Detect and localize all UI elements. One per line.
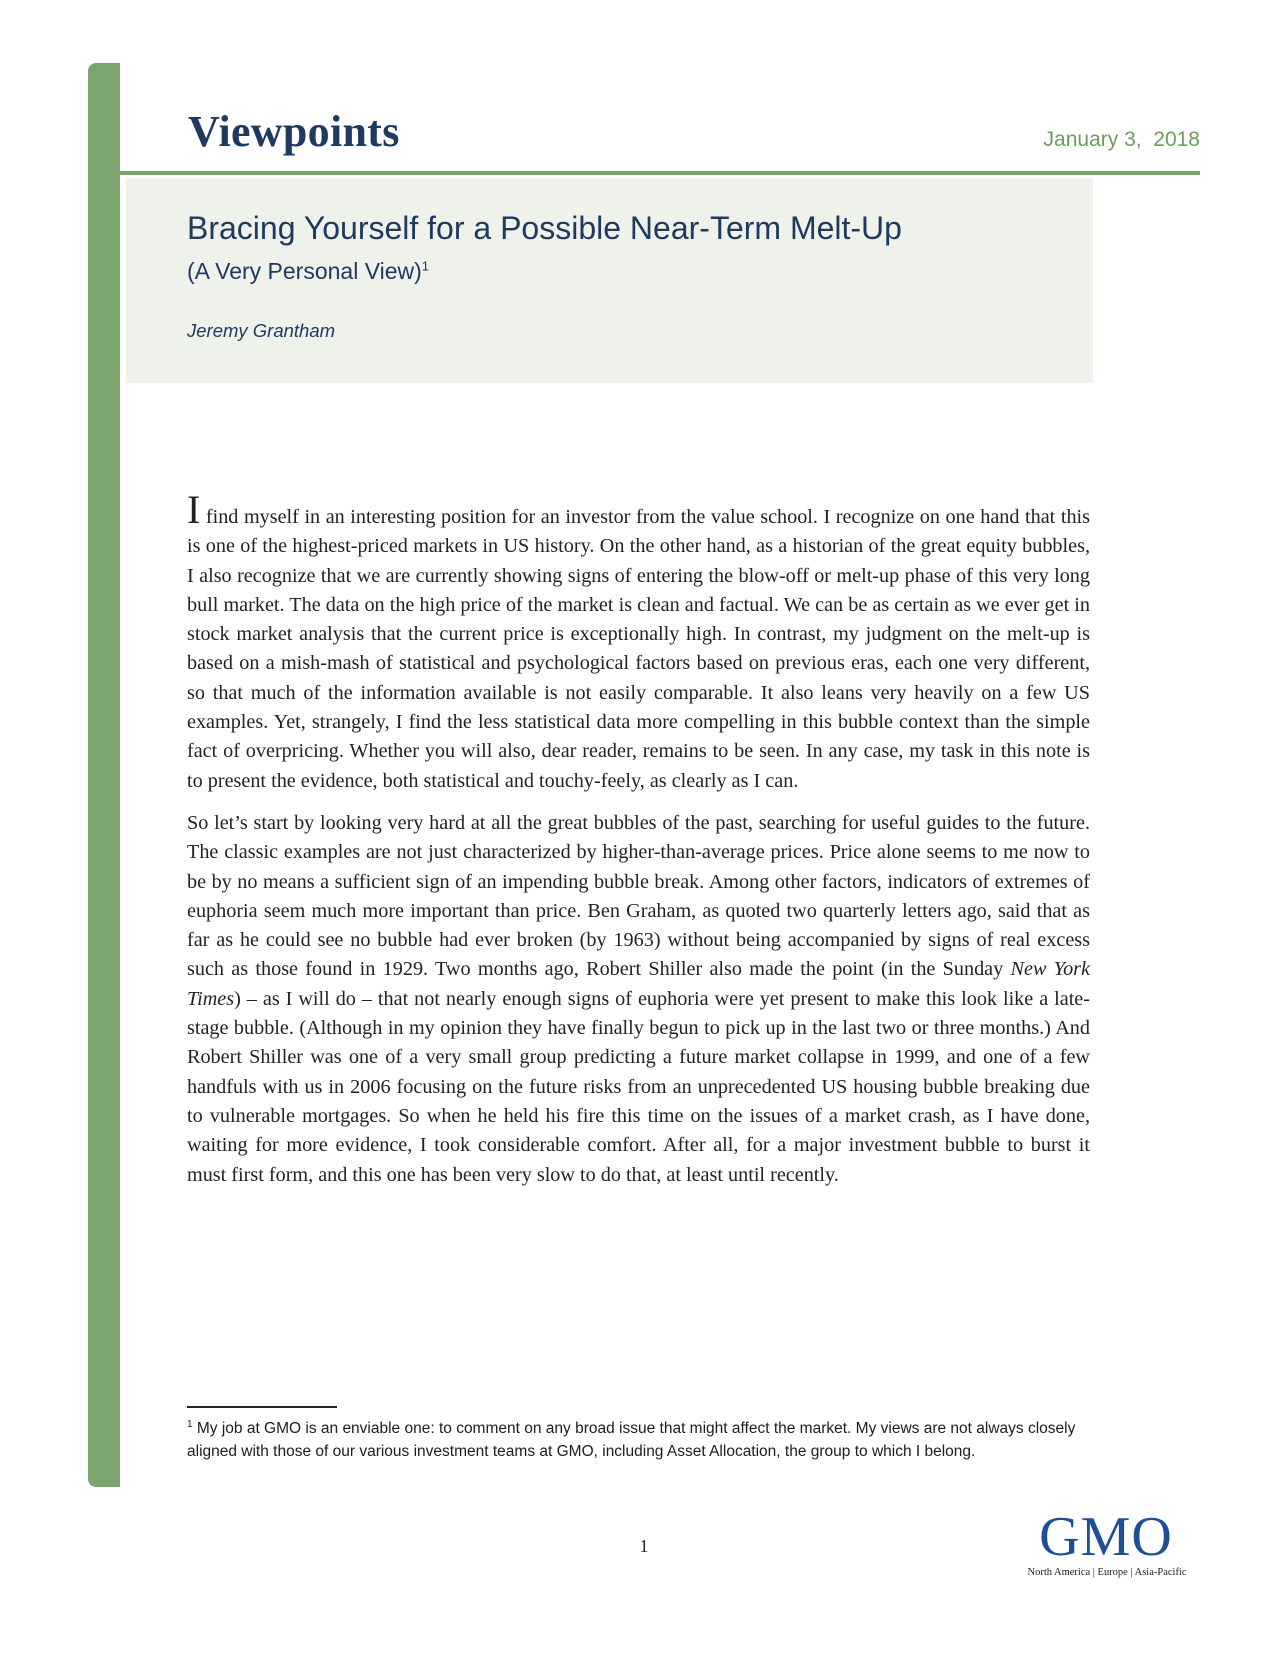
article-body: [187, 487, 1090, 1203]
footnote: [187, 1413, 1092, 1463]
publication-date: January 3, 2018: [1043, 128, 1200, 151]
paragraph: [187, 487, 1090, 796]
footnote-ref[interactable]: 1: [421, 258, 430, 274]
header-divider: [120, 171, 1200, 175]
header-title: Viewpoints: [188, 107, 400, 156]
footnote-text: My job at GMO is an enviable one: to comment on any broad issue that might affect the market. My views are not always closely aligned with those of our various investment teams at GMO, including Asset Allocation, the group to which I belong.: [187, 1420, 1076, 1461]
publication-name: New York Times: [187, 958, 1090, 1010]
footnote-marker: 1: [187, 1419, 193, 1430]
sidebar-accent-bar: [88, 63, 120, 1487]
subtitle-text: (A Very Personal View): [187, 258, 422, 284]
document-subtitle: [187, 258, 429, 285]
author-name: Jeremy Grantham: [187, 320, 336, 341]
drop-cap: I: [187, 487, 201, 532]
gmo-logo: GMO: [1039, 1506, 1173, 1568]
paragraph-text: find myself in an interesting position for an investor from the value school. I recognize on one hand that this is one of the highest-priced markets in US history. On the other hand, as a historian of the great equity bubbles, I also recognize that we are currently showing signs of entering the blow-off or melt-up phase of this very long bull market. The data on the high price of the market is clean and factual. We can be as certain as we ever get in stock market analysis that the current price is exceptionally high. In contrast, my judgment on the melt-up is based on a mish-mash of statistical and psychological factors based on previous eras, each one very different, so that much of the information available is not easily comparable. It also leans very heavily on a few US examples. Yet, strangely, I find the less statistical data more compelling in this bubble context than the simple fact of overpricing. Whether you will also, dear reader, remains to be seen. In any case, my task in this note is to present the evidence, both statistical and touchy-feely, as clearly as I can.: [187, 506, 1090, 792]
page-number: 1: [639, 1536, 649, 1556]
footnote-divider: [187, 1406, 337, 1408]
paragraph-text: So let’s start by looking very hard at all the great bubbles of the past, searching for useful guides to the future. The classic examples are not just characterized by higher-than-average prices. Price alone seems to me now to be by no means a sufficient sign of an impending bubble break. Among other factors, indicators of extremes of euphoria seem much more important than price. Ben Graham, as quoted two quarterly letters ago, said that as far as he could see no bubble had ever broken (by 1963) without being accompanied by signs of real excess such as those found in 1929. Two months ago, Robert Shiller also made the point (in the Sunday: [187, 811, 1090, 981]
paragraph-text: ) – as I will do – that not nearly enough signs of euphoria were yet present to make this look like a late-stage bubble. (Although in my opinion they have finally begun to pick up in the last two or three months.) And Robert Shiller was one of a very small group predicting a future market collapse in 1999, and one of a few handfuls with us in 2006 focusing on the future risks from an unprecedented US housing bubble breaking due to vulnerable mortgages. So when he held his fire this time on the issues of a market crash, as I have done, waiting for more evidence, I took considerable comfort. After all, for a major investment bubble to burst it must first form, and this one has been very slow to do that, at least until recently.: [187, 987, 1090, 1186]
title-block: [126, 178, 1093, 383]
document-title: Bracing Yourself for a Possible Near-Term Melt-Up: [187, 210, 902, 246]
paragraph: [187, 809, 1090, 1190]
logo-regions: North America | Europe | Asia-Pacific: [1027, 1567, 1187, 1578]
